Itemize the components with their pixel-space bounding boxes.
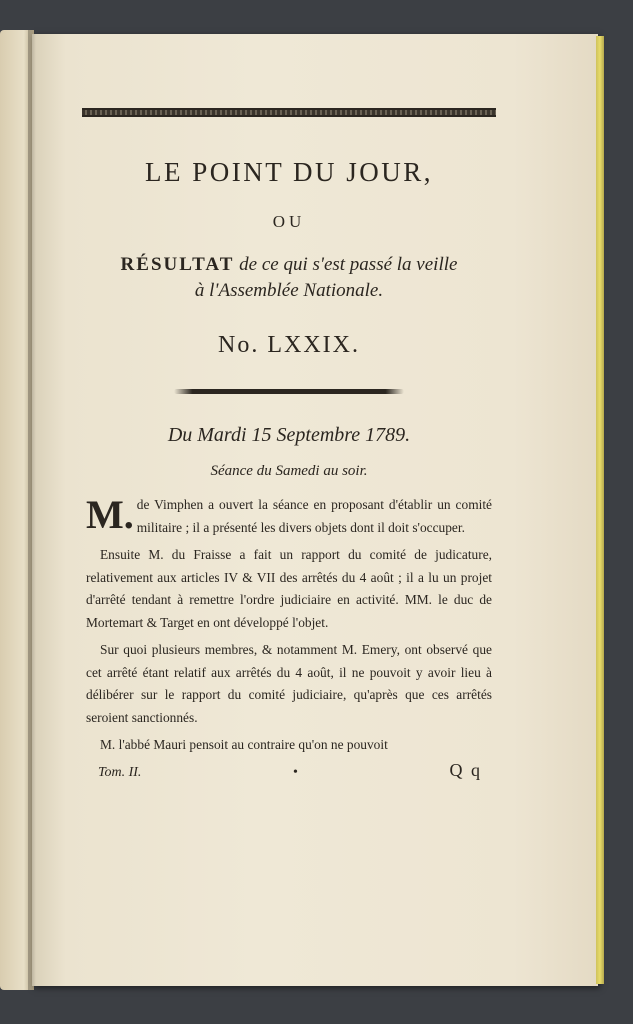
signature-mark: Q q — [449, 759, 482, 780]
footer-mark: • — [293, 764, 298, 780]
ornamental-rule — [82, 108, 496, 117]
subtitle-line1: de ce qui s'est passé la veille — [234, 254, 458, 275]
page-content — [86, 108, 492, 781]
paragraph-4: M. l'abbé Mauri pensoit au contraire qu'on ne pouvoit — [100, 737, 388, 752]
drop-cap: M. — [86, 492, 134, 537]
issue-number: No. LXXIX. — [218, 332, 360, 358]
body-text — [86, 494, 492, 757]
subtitle-line2: à l'Assemblée Nationale. — [194, 280, 384, 301]
book-spine-shadow — [28, 30, 36, 990]
gilt-page-edge — [596, 36, 604, 984]
subtitle-smallcaps: RÉSULTAT — [120, 254, 235, 275]
masthead-title: LE POINT DU JOUR, — [144, 157, 433, 187]
masthead-subtitle — [86, 252, 492, 304]
session-line: Séance du Samedi au soir. — [210, 463, 368, 479]
masthead-ou: OU — [272, 212, 306, 231]
volume-label: Tom. II. — [98, 764, 142, 780]
paragraph-3: Sur quoi plusieurs membres, & notamment M. Emery, ont observé que cet arrêté étant relatif aux arrêtés du 4 août, il ne pouvoit y avoir lieu à délibérer sur le rapport du comité judiciaire, qu'après que ces arrêtés seroient sanctionnés. — [86, 642, 492, 725]
paragraph-1-text: de Vimphen a ouvert la séance en proposant d'établir un comité militaire ; il a présenté les divers objets dont il doit s'occuper. — [136, 497, 492, 535]
date-line: Du Mardi 15 Septembre 1789. — [167, 424, 411, 446]
paragraph-2: Ensuite M. du Fraisse a fait un rapport du comité de judicature, relativement aux articles IV & VII des arrêtés du 4 août ; il a lu un projet d'arrêté tendant à remettre l'ordre judiciaire en activité. MM. le duc de Mortemart & Target en ont développé l'objet. — [86, 547, 492, 630]
divider-rule — [174, 389, 404, 394]
paragraph-1 — [86, 494, 492, 539]
page-footer — [86, 760, 492, 781]
